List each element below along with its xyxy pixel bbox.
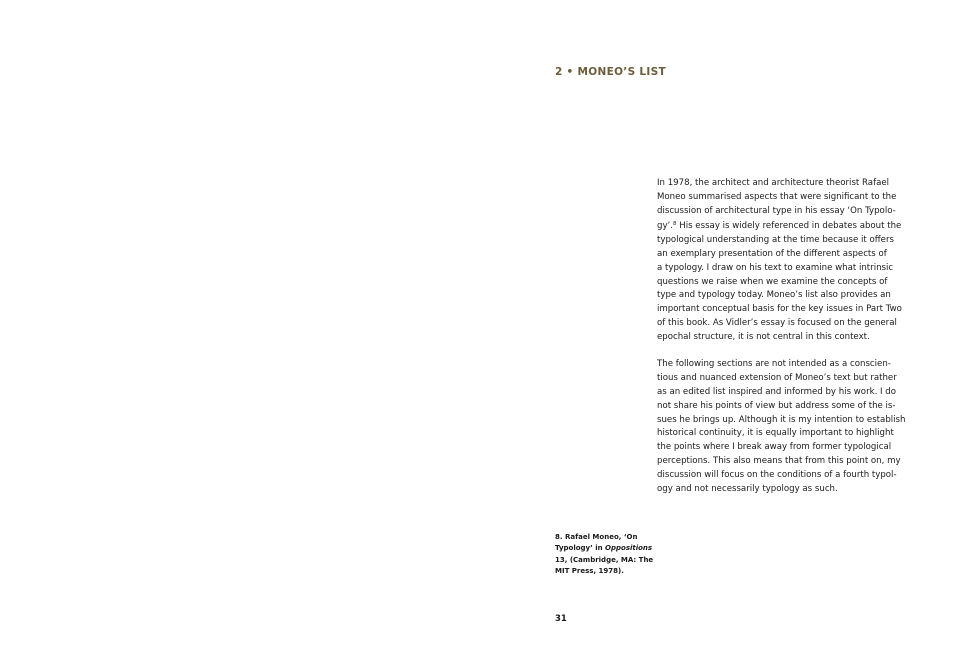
text-line: The following sections are not intended as a conscien- [657, 359, 891, 370]
text-line: sues he brings up. Although it is my intention to establish [657, 414, 906, 425]
text-line: ogy and not necessarily typology as such. [657, 483, 838, 494]
text-line: as an edited list inspired and informed by his work. I do [657, 386, 897, 397]
text-line: typological understanding at the time because it offers [657, 235, 894, 246]
text-line: an exemplary presentation of the different aspects of [657, 248, 887, 259]
text-line: the points where I break away from former typological [657, 442, 892, 453]
text-line: tious and nuanced extension of Moneo’s text but rather [657, 373, 897, 384]
paragraph-1 [657, 177, 902, 345]
footnote-line [555, 543, 653, 554]
text-line: epochal structure, it is not central in this context. [657, 331, 870, 342]
text-line: discussion will focus on the conditions of a fourth typol- [657, 469, 897, 480]
text-line: not share his points of view but address some of the is- [657, 400, 896, 411]
body-text [657, 177, 906, 496]
text-line: questions we raise when we examine the concepts of [657, 276, 888, 287]
text-line: type and typology today. Moneo’s list also provides an [657, 290, 891, 301]
text-fragment: gy’. [657, 221, 674, 232]
paragraph-2 [657, 358, 906, 496]
text-line: discussion of architectural type in his essay ‘On Typolo- [657, 205, 896, 216]
footnote-line: 8. Rafael Moneo, ‘On [555, 533, 638, 541]
text-line: important conceptual basis for the key issues in Part Two [657, 304, 902, 315]
footnote-reference[interactable]: 8 [673, 221, 677, 228]
chapter-heading: 2 • MONEO’S LIST [555, 66, 666, 78]
text-line: perceptions. This also means that from this point on, my [657, 455, 901, 466]
text-line: of this book. As Vidler’s essay is focused on the general [657, 317, 897, 328]
text-fragment: His essay is widely referenced in debates about the [676, 221, 902, 232]
text-line: Moneo summarised aspects that were significant to the [657, 191, 897, 202]
text-line: a typology. I draw on his text to examine what intrinsic [657, 262, 894, 273]
text-line [657, 218, 902, 234]
footnote-line: 13, (Cambridge, MA: The [555, 555, 654, 564]
page-number: 31 [555, 614, 567, 624]
footnote-line: MIT Press, 1978). [555, 566, 624, 575]
text-line: historical continuity, it is equally important to highlight [657, 428, 894, 439]
footnote-journal-title: Oppositions [605, 544, 653, 553]
footnote-fragment: Typology’ in [555, 544, 606, 553]
text-line: In 1978, the architect and architecture theorist Rafael [657, 178, 890, 188]
footnote [555, 532, 654, 577]
